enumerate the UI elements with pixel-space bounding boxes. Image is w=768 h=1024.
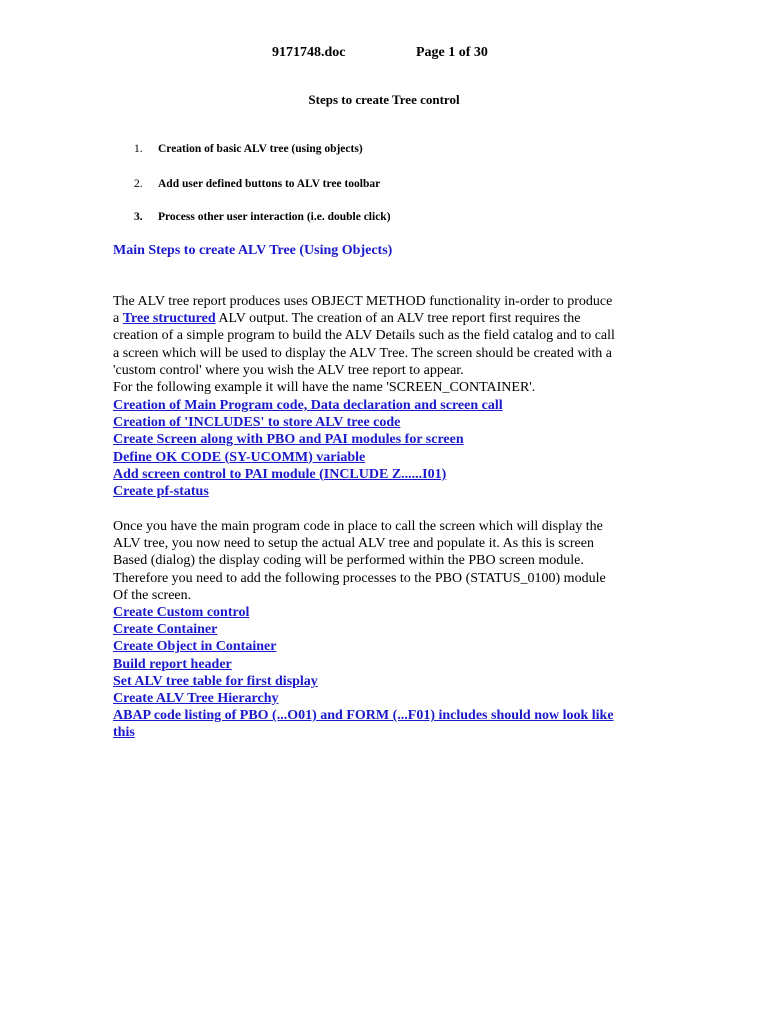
intro-paragraph [113, 293, 673, 396]
list-item [134, 211, 391, 223]
paragraph-line: Once you have the main program code in place to call the screen which will display the [113, 519, 603, 534]
paragraph-text: ALV output. The creation of an ALV tree report first requires the [215, 311, 581, 327]
screen-control-link[interactable]: Add screen control to PAI module (INCLUDE Z......I01) [113, 466, 447, 482]
tree-hierarchy-link[interactable]: Create ALV Tree Hierarchy [113, 691, 279, 707]
pbo-paragraph [113, 518, 673, 604]
first-display-link[interactable]: Set ALV tree table for first display [113, 673, 318, 689]
container-link[interactable]: Create Container [113, 622, 218, 638]
list-item-number: 2. [134, 178, 143, 190]
paragraph-line: a screen which will be used to display the ALV Tree. The screen should be created with a [113, 345, 612, 361]
report-header-link[interactable]: Build report header [113, 656, 232, 672]
custom-control-link[interactable]: Create Custom control [113, 605, 250, 620]
list-item-text: Add user defined buttons to ALV tree toolbar [158, 178, 381, 190]
paragraph-line: For the following example it will have the name 'SCREEN_CONTAINER'. [113, 380, 536, 396]
tree-structured-link[interactable]: Tree structured [122, 311, 216, 327]
code-listing-link-continued[interactable]: this [113, 725, 135, 741]
paragraph-line: 'custom control' where you wish the ALV tree report to appear. [113, 362, 464, 378]
create-screen-link[interactable]: Create Screen along with PBO and PAI modules for screen [113, 432, 464, 448]
code-listing-link[interactable]: ABAP code listing of PBO (...O01) and FORM (...F01) includes should now look like [113, 708, 614, 724]
paragraph-line: Therefore you need to add the following processes to the PBO (STATUS_0100) module [113, 570, 606, 586]
list-item-text: Process other user interaction (i.e. double click) [158, 211, 391, 223]
paragraph-line: creation of a simple program to build the ALV Details such as the field catalog and to call [113, 328, 615, 344]
list-item-number: 3. [134, 211, 143, 223]
list-item [134, 143, 363, 155]
paragraph-line: The ALV tree report produces uses OBJECT METHOD functionality in-order to produce [113, 294, 613, 309]
pf-status-link[interactable]: Create pf-status [113, 484, 209, 500]
paragraph-text: a [113, 311, 123, 327]
pbo-links-list [113, 604, 673, 742]
paragraph-line [113, 310, 673, 327]
document-title: Steps to create Tree control [308, 92, 460, 107]
main-program-link[interactable]: Creation of Main Program code, Data declaration and screen call [113, 398, 503, 413]
paragraph-line: Based (dialog) the display coding will be performed within the PBO screen module. [113, 553, 584, 569]
page-header [0, 45, 768, 65]
list-item-number: 1. [134, 143, 143, 155]
document-name: 9171748.doc [272, 45, 346, 60]
paragraph-line: Of the screen. [113, 587, 192, 603]
list-item [134, 178, 380, 190]
list-item-text: Creation of basic ALV tree (using objects) [158, 143, 363, 155]
paragraph-line: ALV tree, you now need to setup the actual ALV tree and populate it. As this is screen [113, 536, 594, 552]
section-heading: Main Steps to create ALV Tree (Using Objects) [113, 243, 393, 258]
setup-links-list [113, 397, 503, 500]
object-in-container-link[interactable]: Create Object in Container [113, 639, 277, 655]
includes-link[interactable]: Creation of 'INCLUDES' to store ALV tree code [113, 415, 401, 431]
ok-code-link[interactable]: Define OK CODE (SY-UCOMM) variable [113, 449, 366, 465]
page-number: Page 1 of 30 [416, 45, 488, 60]
